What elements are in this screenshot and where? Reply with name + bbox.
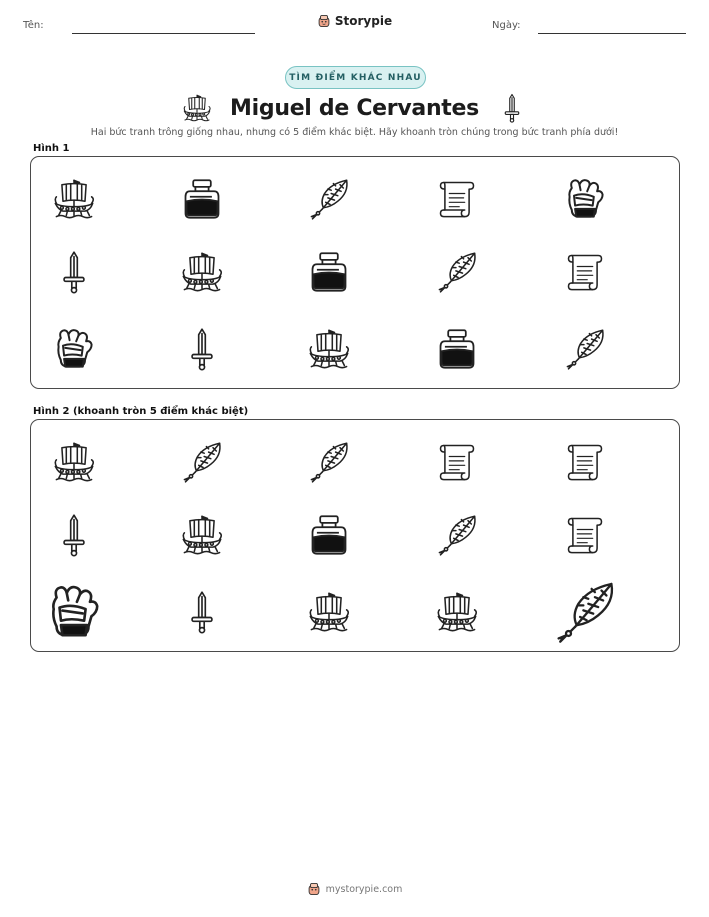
- quill-icon[interactable]: [180, 440, 224, 484]
- brand-logo: [317, 14, 392, 28]
- quill-icon[interactable]: [552, 579, 618, 645]
- ship-icon[interactable]: [435, 590, 479, 634]
- quill-icon[interactable]: [307, 440, 351, 484]
- ink-bottle-icon: [435, 327, 479, 371]
- picture1-panel: [30, 156, 680, 389]
- picture1-label: Hình 1: [33, 143, 70, 154]
- storypie-mascot-icon: [307, 882, 321, 896]
- ink-bottle-icon: [180, 177, 224, 221]
- ship-icon: [182, 93, 212, 123]
- gauntlet-icon: [52, 327, 96, 371]
- name-field[interactable]: [72, 33, 255, 34]
- scroll-icon[interactable]: [563, 513, 607, 557]
- quill-icon: [435, 250, 479, 294]
- storypie-mascot-icon: [317, 14, 331, 28]
- brand-name: Storypie: [334, 14, 393, 28]
- activity-badge: TÌM ĐIỂM KHÁC NHAU: [285, 66, 426, 89]
- footer-url[interactable]: mystorypie.com: [325, 883, 403, 895]
- ship-icon: [307, 327, 351, 371]
- date-field[interactable]: [538, 33, 686, 34]
- ship-icon[interactable]: [180, 513, 224, 557]
- sword-icon[interactable]: [180, 590, 224, 634]
- ship-icon[interactable]: [52, 440, 96, 484]
- footer: [307, 882, 403, 896]
- quill-icon[interactable]: [435, 513, 479, 557]
- ink-bottle-icon: [307, 250, 351, 294]
- picture2-panel[interactable]: [30, 419, 680, 652]
- sword-icon: [52, 250, 96, 294]
- scroll-icon: [435, 177, 479, 221]
- scroll-icon[interactable]: [435, 440, 479, 484]
- quill-icon: [307, 177, 351, 221]
- name-label: Tên:: [23, 20, 44, 31]
- scroll-icon[interactable]: [563, 440, 607, 484]
- instructions: Hai bức tranh trông giống nhau, nhưng có 5 điểm khác biệt. Hãy khoanh tròn chúng trong bức tranh phía dưới!: [90, 127, 619, 138]
- gauntlet-icon[interactable]: [45, 583, 103, 641]
- page-title: Miguel de Cervantes: [230, 95, 479, 121]
- sword-icon[interactable]: [52, 513, 96, 557]
- ship-icon: [180, 250, 224, 294]
- quill-icon: [563, 327, 607, 371]
- picture2-label: Hình 2 (khoanh tròn 5 điểm khác biệt): [33, 406, 249, 417]
- sword-icon: [180, 327, 224, 371]
- date-label: Ngày:: [492, 20, 521, 31]
- sword-icon: [497, 93, 527, 123]
- ink-bottle-icon[interactable]: [307, 513, 351, 557]
- scroll-icon: [563, 250, 607, 294]
- ship-icon: [52, 177, 96, 221]
- ship-icon[interactable]: [307, 590, 351, 634]
- gauntlet-icon: [563, 177, 607, 221]
